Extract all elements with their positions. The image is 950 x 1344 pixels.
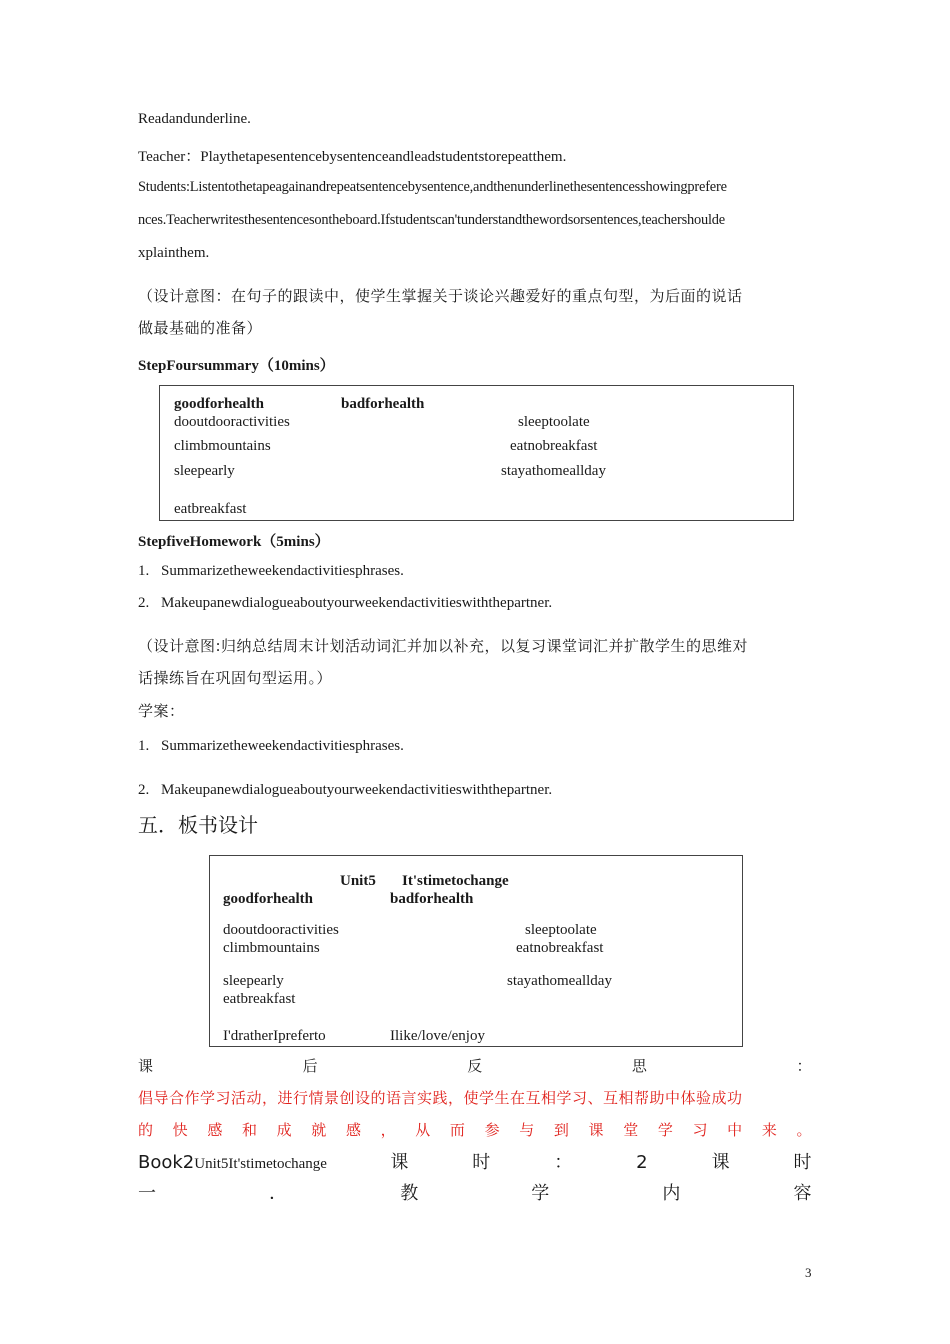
homework-item-2-text: Makeupanewdialogueaboutyourweekendactivitieswiththepartner. — [161, 595, 553, 611]
homework-item-1-text: Summarizetheweekendactivitiesphrases. — [161, 563, 404, 579]
red-char: 感 — [345, 1121, 362, 1139]
red-char: 与 — [519, 1121, 535, 1139]
study-plan-item-1-num: 1. — [138, 738, 150, 754]
red-char: 参 — [484, 1121, 501, 1139]
red-char: 学 — [657, 1121, 674, 1139]
board-unit-title: It'stimetochange — [402, 873, 509, 889]
next-lesson-ke2: 课 — [711, 1152, 731, 1173]
red-char: 习 — [692, 1121, 709, 1139]
good-item: eatbreakfast — [174, 501, 247, 517]
next-lesson-book: Book2 — [138, 1152, 195, 1173]
board-design-box — [209, 855, 743, 1047]
board-unit: Unit5 — [340, 873, 376, 889]
section-one-char: ． — [269, 1183, 288, 1204]
next-lesson-shi2: 时 — [793, 1152, 812, 1173]
study-plan-item-1-text: Summarizetheweekendactivitiesphrases. — [161, 738, 404, 754]
red-char: 的 — [138, 1121, 154, 1139]
study-plan-item-2-num: 2. — [138, 782, 150, 798]
reflection-char: 课 — [138, 1057, 154, 1075]
next-lesson-ke: 课 — [390, 1152, 409, 1173]
board-bad-item: sleeptoolate — [525, 922, 597, 938]
board-bad-item: eatnobreakfast — [516, 940, 604, 956]
red-char: 而 — [449, 1121, 466, 1139]
homework-item-1-num: 1. — [138, 563, 150, 579]
bad-item: eatnobreakfast — [510, 438, 598, 454]
red-char: 就 — [311, 1121, 327, 1139]
page-number: 3 — [805, 1265, 812, 1280]
design-intent-2-line-2: 话操练旨在巩固句型运用。） — [138, 669, 333, 687]
section-one-char: 一 — [138, 1183, 157, 1204]
red-char: 感 — [207, 1121, 223, 1139]
homework-item-2-num: 2. — [138, 595, 150, 611]
red-char: 课 — [588, 1121, 605, 1139]
next-lesson-shi: 时 — [472, 1152, 491, 1173]
red-char: 堂 — [623, 1121, 639, 1139]
students-line-1: Students:Listentothetapeagainandrepeatsentencebysentence,andthenunderlinethesentencesshowingprefere — [138, 179, 727, 195]
section-one-heading — [138, 1179, 812, 1205]
bad-item: sleeptoolate — [518, 414, 590, 430]
next-lesson-book-unit — [138, 1152, 327, 1173]
section-one-char: 容 — [793, 1183, 812, 1204]
red-char: 。 — [796, 1121, 812, 1139]
next-lesson-colon: ： — [554, 1152, 573, 1173]
study-plan-label: 学案： — [138, 702, 185, 720]
reflection-char: 反 — [467, 1057, 483, 1075]
red-char: 中 — [727, 1121, 743, 1139]
board-good-item: dooutdooractivities — [223, 922, 339, 938]
good-for-health-header: goodforhealth — [174, 396, 264, 412]
reflection-char: 后 — [302, 1057, 319, 1075]
reflection-red-line-2 — [138, 1119, 812, 1140]
section-five-heading: 五．板书设计 — [138, 813, 258, 837]
board-good-header: goodforhealth — [223, 891, 313, 907]
study-plan-item-2-text: Makeupanewdialogueaboutyourweekendactivitieswiththepartner. — [161, 782, 553, 798]
reflection-label — [138, 1055, 812, 1076]
design-intent-1-line-1: （设计意图：在句子的跟读中，使学生掌握关于谈论兴趣爱好的重点句型，为后面的说话 — [138, 287, 743, 305]
step-four-title: StepFoursummary（10mins） — [138, 358, 335, 374]
summary-box — [159, 385, 794, 521]
red-char: 从 — [415, 1121, 431, 1139]
design-intent-2-line-1: （设计意图:归纳总结周末计划活动词汇并加以补充，以复习课堂词汇并扩散学生的思维对 — [138, 637, 749, 655]
board-good-item: climbmountains — [223, 940, 320, 956]
board-bad-header: badforhealth — [390, 891, 474, 907]
next-lesson-line — [138, 1148, 812, 1174]
reflection-char: 思 — [631, 1057, 648, 1075]
red-char: 到 — [553, 1121, 570, 1139]
teacher-instruction: Teacher：Playthetapesentencebysentenceandleadstudentstorepeatthem. — [138, 149, 567, 165]
board-good-item: eatbreakfast — [223, 991, 296, 1007]
reflection-char: ： — [796, 1057, 812, 1075]
good-item: sleepearly — [174, 463, 235, 479]
board-phrases-left: I'dratherIpreferto — [223, 1028, 326, 1044]
board-bad-item: stayathomeallday — [507, 973, 612, 989]
bad-item: stayathomeallday — [501, 463, 606, 479]
students-line-3: xplainthem. — [138, 245, 210, 261]
design-intent-1-line-2: 做最基础的准备） — [138, 319, 263, 337]
good-item: dooutdooractivities — [174, 414, 290, 430]
red-char: 成 — [276, 1121, 293, 1139]
reflection-red-line-1: 倡导合作学习活动，进行情景创设的语言实践，使学生在互相学习、互相帮助中体验成功 — [138, 1089, 743, 1107]
section-one-char: 内 — [662, 1183, 681, 1204]
red-char: 来 — [761, 1121, 778, 1139]
students-line-2: nces.Teacherwritesthesentencesontheboard.Ifstudentscan'tunderstandthewordsorsentences,teachershoulde — [138, 212, 725, 228]
red-char: 快 — [172, 1121, 189, 1139]
board-good-item: sleepearly — [223, 973, 284, 989]
red-char: ， — [380, 1121, 397, 1139]
red-char: 和 — [241, 1121, 258, 1139]
bad-for-health-header: badforhealth — [341, 396, 425, 412]
section-one-char: 学 — [531, 1183, 550, 1204]
section-one-char: 教 — [400, 1183, 419, 1204]
good-item: climbmountains — [174, 438, 271, 454]
next-lesson-unit: Unit5It'stimetochange — [194, 1156, 327, 1172]
next-lesson-num: 2 — [636, 1152, 649, 1173]
board-phrases-right: Ilike/love/enjoy — [390, 1028, 485, 1044]
read-underline-text: Readandunderline. — [138, 111, 251, 127]
step-five-title: StepfiveHomework（5mins） — [138, 534, 330, 550]
